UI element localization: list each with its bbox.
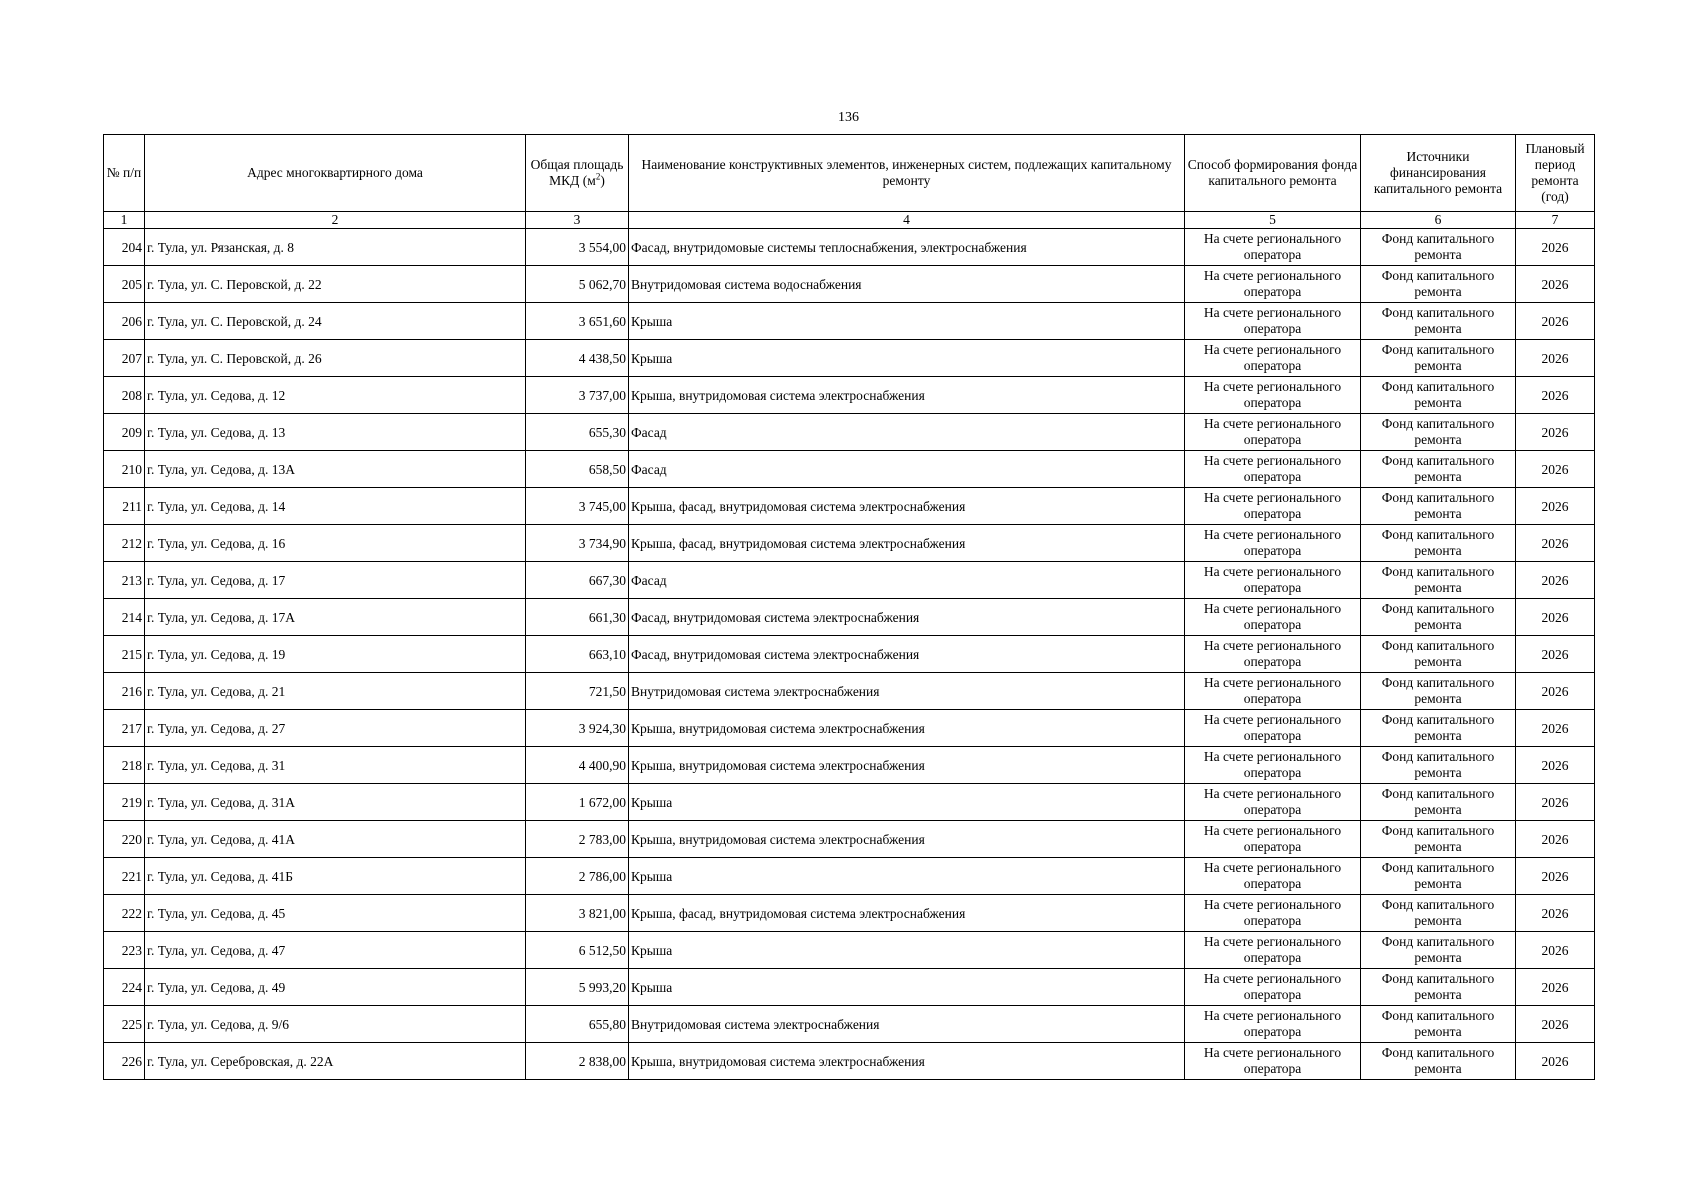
address-cell: г. Тула, ул. Седова, д. 31 (145, 747, 526, 784)
period-cell: 2026 (1516, 377, 1595, 414)
header-period: Плановый период ремонта (год) (1516, 135, 1595, 212)
header-area-sup: 2 (595, 171, 601, 182)
elements-cell: Крыша, внутридомовая система электроснабжения (629, 747, 1185, 784)
elements-cell: Фасад (629, 562, 1185, 599)
table-row (104, 229, 1595, 266)
address-cell: г. Тула, ул. Седова, д. 41А (145, 821, 526, 858)
method-cell: На счете регионального оператора (1185, 821, 1361, 858)
table-row (104, 340, 1595, 377)
row-number: 219 (104, 784, 145, 821)
source-cell: Фонд капитального ремонта (1361, 784, 1516, 821)
row-number: 226 (104, 1043, 145, 1080)
elements-cell: Крыша, внутридомовая система электроснабжения (629, 377, 1185, 414)
period-cell: 2026 (1516, 636, 1595, 673)
table-row (104, 303, 1595, 340)
elements-cell: Внутридомовая система электроснабжения (629, 673, 1185, 710)
row-number: 211 (104, 488, 145, 525)
table-row (104, 525, 1595, 562)
table-row (104, 266, 1595, 303)
elements-cell: Фасад (629, 414, 1185, 451)
header-address: Адрес многоквартирного дома (145, 135, 526, 212)
header-source: Источники финансирования капитального ремонта (1361, 135, 1516, 212)
table-body (104, 229, 1595, 1080)
table-row (104, 1043, 1595, 1080)
method-cell: На счете регионального оператора (1185, 525, 1361, 562)
row-number: 225 (104, 1006, 145, 1043)
address-cell: г. Тула, ул. Седова, д. 17 (145, 562, 526, 599)
table-row (104, 562, 1595, 599)
method-cell: На счете регионального оператора (1185, 673, 1361, 710)
table-row (104, 451, 1595, 488)
source-cell: Фонд капитального ремонта (1361, 229, 1516, 266)
elements-cell: Крыша (629, 969, 1185, 1006)
row-number: 220 (104, 821, 145, 858)
period-cell: 2026 (1516, 710, 1595, 747)
source-cell: Фонд капитального ремонта (1361, 673, 1516, 710)
method-cell: На счете регионального оператора (1185, 414, 1361, 451)
row-number: 216 (104, 673, 145, 710)
address-cell: г. Тула, ул. С. Перовской, д. 22 (145, 266, 526, 303)
source-cell: Фонд капитального ремонта (1361, 1043, 1516, 1080)
area-cell: 3 651,60 (526, 303, 629, 340)
address-cell: г. Тула, ул. Седова, д. 41Б (145, 858, 526, 895)
table-row (104, 821, 1595, 858)
area-cell: 663,10 (526, 636, 629, 673)
header-area (526, 135, 629, 212)
elements-cell: Крыша (629, 303, 1185, 340)
elements-cell: Фасад, внутридомовая система электроснабжения (629, 636, 1185, 673)
row-number: 214 (104, 599, 145, 636)
address-cell: г. Тула, ул. С. Перовской, д. 24 (145, 303, 526, 340)
header-num: № п/п (104, 135, 145, 212)
method-cell: На счете регионального оператора (1185, 488, 1361, 525)
table-row (104, 784, 1595, 821)
period-cell: 2026 (1516, 673, 1595, 710)
row-number: 213 (104, 562, 145, 599)
address-cell: г. Тула, ул. Седова, д. 49 (145, 969, 526, 1006)
elements-cell: Крыша, внутридомовая система электроснабжения (629, 1043, 1185, 1080)
table-row (104, 377, 1595, 414)
method-cell: На счете регионального оператора (1185, 303, 1361, 340)
elements-cell: Внутридомовая система электроснабжения (629, 1006, 1185, 1043)
row-number: 204 (104, 229, 145, 266)
period-cell: 2026 (1516, 340, 1595, 377)
area-cell: 2 786,00 (526, 858, 629, 895)
period-cell: 2026 (1516, 525, 1595, 562)
elements-cell: Крыша (629, 858, 1185, 895)
row-number: 221 (104, 858, 145, 895)
period-cell: 2026 (1516, 932, 1595, 969)
address-cell: г. Тула, ул. Седова, д. 12 (145, 377, 526, 414)
area-cell: 2 783,00 (526, 821, 629, 858)
source-cell: Фонд капитального ремонта (1361, 821, 1516, 858)
elements-cell: Крыша (629, 340, 1185, 377)
address-cell: г. Тула, ул. Седова, д. 19 (145, 636, 526, 673)
row-number: 224 (104, 969, 145, 1006)
period-cell: 2026 (1516, 266, 1595, 303)
area-cell: 655,80 (526, 1006, 629, 1043)
table-header-row (104, 135, 1595, 212)
address-cell: г. Тула, ул. Седова, д. 17А (145, 599, 526, 636)
capital-repair-table (103, 134, 1595, 1080)
elements-cell: Крыша (629, 784, 1185, 821)
area-cell: 3 924,30 (526, 710, 629, 747)
table-row (104, 710, 1595, 747)
row-number: 218 (104, 747, 145, 784)
method-cell: На счете регионального оператора (1185, 562, 1361, 599)
area-cell: 4 400,90 (526, 747, 629, 784)
source-cell: Фонд капитального ремонта (1361, 340, 1516, 377)
table-row (104, 895, 1595, 932)
area-cell: 6 512,50 (526, 932, 629, 969)
area-cell: 3 821,00 (526, 895, 629, 932)
period-cell: 2026 (1516, 229, 1595, 266)
elements-cell: Крыша, внутридомовая система электроснабжения (629, 821, 1185, 858)
elements-cell: Крыша, фасад, внутридомовая система электроснабжения (629, 488, 1185, 525)
source-cell: Фонд капитального ремонта (1361, 858, 1516, 895)
source-cell: Фонд капитального ремонта (1361, 303, 1516, 340)
column-number: 2 (145, 212, 526, 229)
area-cell: 5 062,70 (526, 266, 629, 303)
method-cell: На счете регионального оператора (1185, 895, 1361, 932)
period-cell: 2026 (1516, 969, 1595, 1006)
elements-cell: Фасад, внутридомовые системы теплоснабжения, электроснабжения (629, 229, 1185, 266)
source-cell: Фонд капитального ремонта (1361, 525, 1516, 562)
period-cell: 2026 (1516, 562, 1595, 599)
elements-cell: Фасад, внутридомовая система электроснабжения (629, 599, 1185, 636)
column-number: 5 (1185, 212, 1361, 229)
source-cell: Фонд капитального ремонта (1361, 969, 1516, 1006)
address-cell: г. Тула, ул. Седова, д. 14 (145, 488, 526, 525)
area-cell: 3 745,00 (526, 488, 629, 525)
method-cell: На счете регионального оператора (1185, 784, 1361, 821)
source-cell: Фонд капитального ремонта (1361, 377, 1516, 414)
header-area-text: Общая площадь МКД (м (530, 157, 624, 188)
address-cell: г. Тула, ул. Серебровская, д. 22А (145, 1043, 526, 1080)
table-row (104, 747, 1595, 784)
source-cell: Фонд капитального ремонта (1361, 414, 1516, 451)
period-cell: 2026 (1516, 1043, 1595, 1080)
area-cell: 2 838,00 (526, 1043, 629, 1080)
column-number: 7 (1516, 212, 1595, 229)
address-cell: г. Тула, ул. Седова, д. 13А (145, 451, 526, 488)
header-elements: Наименование конструктивных элементов, инженерных систем, подлежащих капитальному ремонту (629, 135, 1185, 212)
row-number: 215 (104, 636, 145, 673)
table-row (104, 488, 1595, 525)
area-cell: 721,50 (526, 673, 629, 710)
period-cell: 2026 (1516, 895, 1595, 932)
area-cell: 5 993,20 (526, 969, 629, 1006)
area-cell: 3 554,00 (526, 229, 629, 266)
elements-cell: Крыша (629, 932, 1185, 969)
column-number: 1 (104, 212, 145, 229)
source-cell: Фонд капитального ремонта (1361, 1006, 1516, 1043)
source-cell: Фонд капитального ремонта (1361, 562, 1516, 599)
source-cell: Фонд капитального ремонта (1361, 747, 1516, 784)
row-number: 207 (104, 340, 145, 377)
period-cell: 2026 (1516, 858, 1595, 895)
method-cell: На счете регионального оператора (1185, 636, 1361, 673)
source-cell: Фонд капитального ремонта (1361, 932, 1516, 969)
area-cell: 4 438,50 (526, 340, 629, 377)
table-row (104, 969, 1595, 1006)
table-row (104, 932, 1595, 969)
row-number: 205 (104, 266, 145, 303)
table-row (104, 636, 1595, 673)
period-cell: 2026 (1516, 303, 1595, 340)
method-cell: На счете регионального оператора (1185, 747, 1361, 784)
row-number: 223 (104, 932, 145, 969)
area-cell: 655,30 (526, 414, 629, 451)
elements-cell: Внутридомовая система водоснабжения (629, 266, 1185, 303)
period-cell: 2026 (1516, 414, 1595, 451)
elements-cell: Фасад (629, 451, 1185, 488)
address-cell: г. Тула, ул. Седова, д. 27 (145, 710, 526, 747)
elements-cell: Крыша, фасад, внутридомовая система электроснабжения (629, 525, 1185, 562)
source-cell: Фонд капитального ремонта (1361, 710, 1516, 747)
address-cell: г. Тула, ул. Седова, д. 16 (145, 525, 526, 562)
row-number: 208 (104, 377, 145, 414)
area-cell: 667,30 (526, 562, 629, 599)
area-cell: 1 672,00 (526, 784, 629, 821)
column-number: 4 (629, 212, 1185, 229)
column-number-row (104, 212, 1595, 229)
method-cell: На счете регионального оператора (1185, 1043, 1361, 1080)
row-number: 217 (104, 710, 145, 747)
period-cell: 2026 (1516, 488, 1595, 525)
source-cell: Фонд капитального ремонта (1361, 451, 1516, 488)
area-cell: 3 734,90 (526, 525, 629, 562)
method-cell: На счете регионального оператора (1185, 599, 1361, 636)
source-cell: Фонд капитального ремонта (1361, 636, 1516, 673)
address-cell: г. Тула, ул. С. Перовской, д. 26 (145, 340, 526, 377)
row-number: 206 (104, 303, 145, 340)
method-cell: На счете регионального оператора (1185, 710, 1361, 747)
method-cell: На счете регионального оператора (1185, 377, 1361, 414)
table-row (104, 673, 1595, 710)
period-cell: 2026 (1516, 451, 1595, 488)
address-cell: г. Тула, ул. Седова, д. 31А (145, 784, 526, 821)
header-method: Способ формирования фонда капитального ремонта (1185, 135, 1361, 212)
address-cell: г. Тула, ул. Седова, д. 45 (145, 895, 526, 932)
row-number: 210 (104, 451, 145, 488)
period-cell: 2026 (1516, 821, 1595, 858)
period-cell: 2026 (1516, 1006, 1595, 1043)
column-number: 6 (1361, 212, 1516, 229)
period-cell: 2026 (1516, 599, 1595, 636)
period-cell: 2026 (1516, 747, 1595, 784)
area-cell: 658,50 (526, 451, 629, 488)
table-row (104, 1006, 1595, 1043)
address-cell: г. Тула, ул. Седова, д. 47 (145, 932, 526, 969)
address-cell: г. Тула, ул. Седова, д. 9/6 (145, 1006, 526, 1043)
area-cell: 3 737,00 (526, 377, 629, 414)
row-number: 222 (104, 895, 145, 932)
column-number: 3 (526, 212, 629, 229)
source-cell: Фонд капитального ремонта (1361, 266, 1516, 303)
row-number: 212 (104, 525, 145, 562)
source-cell: Фонд капитального ремонта (1361, 895, 1516, 932)
method-cell: На счете регионального оператора (1185, 451, 1361, 488)
method-cell: На счете регионального оператора (1185, 932, 1361, 969)
address-cell: г. Тула, ул. Рязанская, д. 8 (145, 229, 526, 266)
method-cell: На счете регионального оператора (1185, 969, 1361, 1006)
table-row (104, 414, 1595, 451)
elements-cell: Крыша, внутридомовая система электроснабжения (629, 710, 1185, 747)
header-area-close: ) (600, 173, 605, 188)
address-cell: г. Тула, ул. Седова, д. 21 (145, 673, 526, 710)
source-cell: Фонд капитального ремонта (1361, 599, 1516, 636)
table-row (104, 858, 1595, 895)
method-cell: На счете регионального оператора (1185, 340, 1361, 377)
method-cell: На счете регионального оператора (1185, 1006, 1361, 1043)
area-cell: 661,30 (526, 599, 629, 636)
elements-cell: Крыша, фасад, внутридомовая система электроснабжения (629, 895, 1185, 932)
method-cell: На счете регионального оператора (1185, 266, 1361, 303)
method-cell: На счете регионального оператора (1185, 858, 1361, 895)
source-cell: Фонд капитального ремонта (1361, 488, 1516, 525)
period-cell: 2026 (1516, 784, 1595, 821)
row-number: 209 (104, 414, 145, 451)
table-row (104, 599, 1595, 636)
address-cell: г. Тула, ул. Седова, д. 13 (145, 414, 526, 451)
page-number: 136 (838, 110, 859, 125)
method-cell: На счете регионального оператора (1185, 229, 1361, 266)
